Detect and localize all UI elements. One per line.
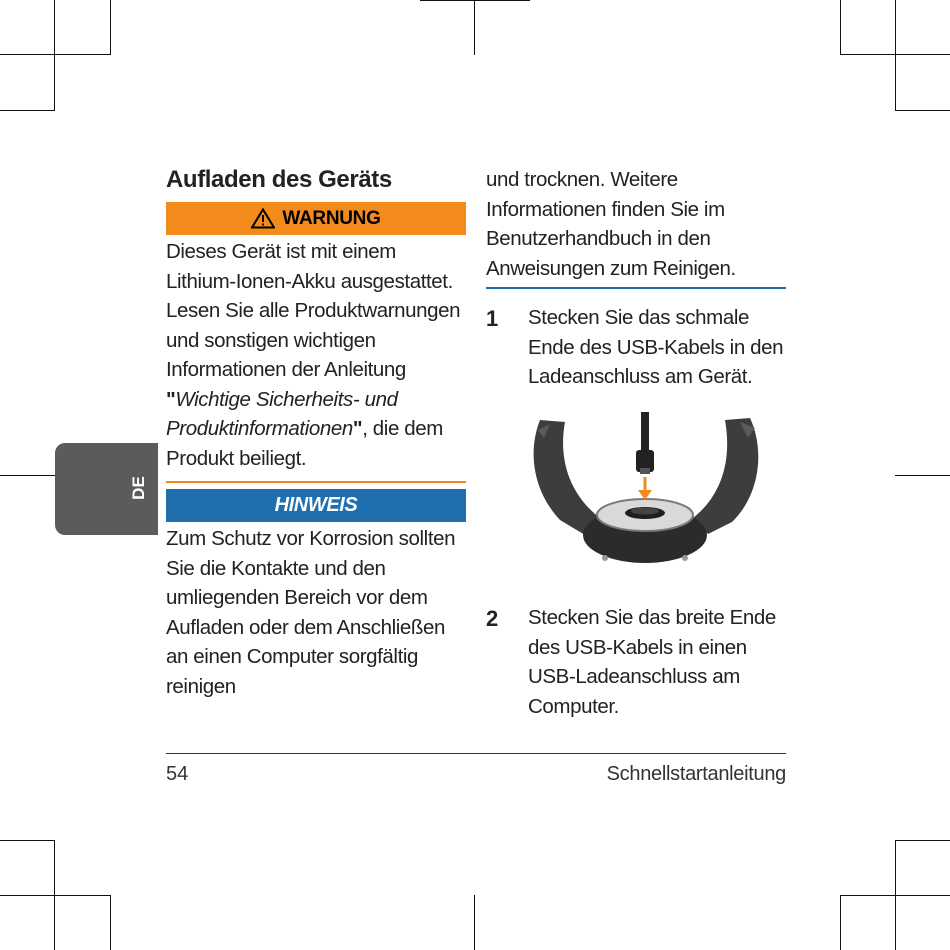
- warning-text: Dieses Gerät ist mit einem Lithium-Ionen-Akku ausgestattet. Lesen Sie alle Produktwarnungen und sonstigen wichtigen Informationen der Anleitung "Wichtige Sicherheits- und Produktinformationen", die dem Produkt beiliegt.: [166, 240, 461, 470]
- step-2-number: 2: [486, 606, 498, 631]
- warning-label: WARNUNG: [282, 207, 381, 229]
- notice-banner: [166, 489, 466, 522]
- step-2: [486, 603, 786, 721]
- watch-charging-illustration: [510, 410, 780, 585]
- footer-divider: [166, 753, 786, 754]
- page-number: 54: [166, 763, 189, 785]
- notice-divider: [486, 287, 786, 289]
- right-column: [486, 165, 786, 721]
- step-1: [486, 303, 786, 392]
- notice-text-part1: Zum Schutz vor Korrosion sollten Sie die Kontakte und den umliegenden Bereich vor dem Aufladen oder dem Anschließen an einen Computer sorgfältig reinigen: [166, 527, 456, 698]
- step-1-text: Stecken Sie das schmale Ende des USB-Kabels in den Ladeanschluss am Gerät.: [528, 306, 784, 388]
- step-2-text: Stecken Sie das breite Ende des USB-Kabels in einen USB-Ladeanschluss am Computer.: [528, 606, 776, 718]
- language-tab-label: DE: [129, 476, 148, 500]
- section-title: Aufladen des Geräts: [166, 166, 392, 193]
- step-1-number: 1: [486, 306, 498, 331]
- warning-divider: [166, 481, 466, 483]
- safety-document-title: Wichtige Sicherheits- und Produktinformationen: [166, 387, 398, 440]
- warning-banner: [166, 202, 466, 235]
- warning-triangle-icon: [251, 208, 275, 229]
- left-column: [166, 164, 466, 701]
- notice-label: HINWEIS: [274, 493, 358, 516]
- footer-title: Schnellstartanleitung: [606, 763, 786, 785]
- notice-text-part2: und trocknen. Weitere Informationen finden Sie im Benutzerhandbuch in den Anweisungen zum Reinigen.: [486, 168, 736, 280]
